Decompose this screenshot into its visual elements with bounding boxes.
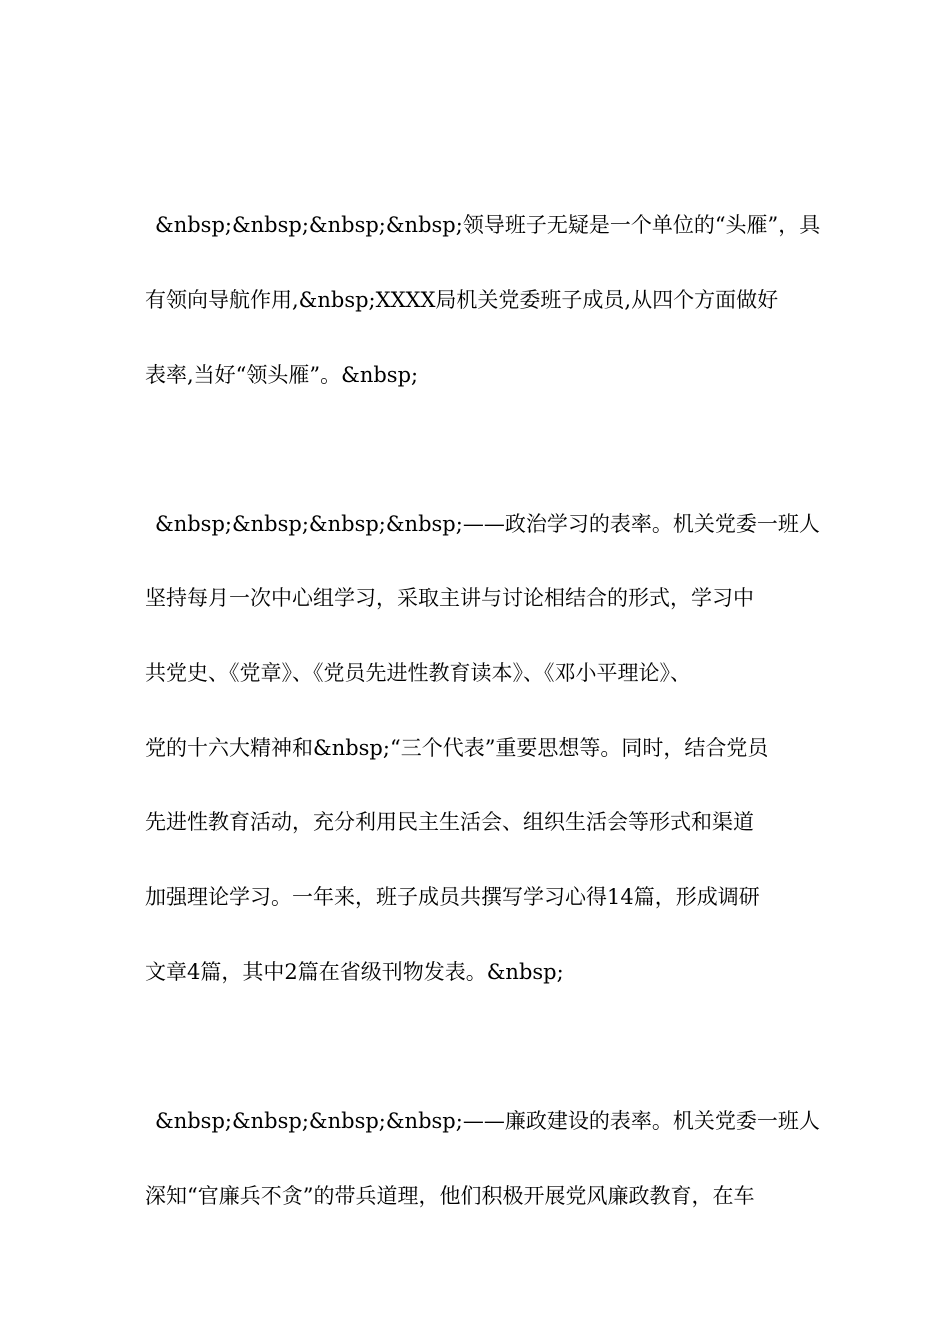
- paragraph-2-line-6: 加强理论学习。一年来，班子成员共撰写学习心得14篇，形成调研: [145, 885, 760, 909]
- paragraph-2-line-1: &nbsp;&nbsp;&nbsp;&nbsp;——政治学习的表率。机关党委一班人: [155, 512, 820, 536]
- paragraph-1-line-3: 表率,当好“领头雁”。&nbsp;: [145, 363, 419, 387]
- paragraph-2-line-5: 先进性教育活动，充分利用民主生活会、组织生活会等形式和渠道: [145, 810, 754, 834]
- paragraph-2-line-7: 文章4篇，其中2篇在省级刊物发表。&nbsp;: [145, 960, 564, 984]
- paragraph-3-line-2: 深知“官廉兵不贪”的带兵道理，他们积极开展党风廉政教育，在车: [145, 1184, 755, 1208]
- paragraph-1-line-2: 有领向导航作用,&nbsp;XXXX局机关党委班子成员,从四个方面做好: [145, 288, 779, 312]
- paragraph-3-line-1: &nbsp;&nbsp;&nbsp;&nbsp;——廉政建设的表率。机关党委一班人: [155, 1109, 820, 1133]
- paragraph-2-line-4: 党的十六大精神和&nbsp;“三个代表”重要思想等。同时，结合党员: [145, 736, 769, 760]
- paragraph-2-line-2: 坚持每月一次中心组学习，采取主讲与讨论相结合的形式，学习中: [145, 586, 754, 610]
- paragraph-2-line-3: 共党史、《党章》、《党员先进性教育读本》、《邓小平理论》、: [145, 661, 691, 685]
- paragraph-1-line-1: &nbsp;&nbsp;&nbsp;&nbsp;领导班子无疑是一个单位的“头雁”，具: [155, 213, 820, 237]
